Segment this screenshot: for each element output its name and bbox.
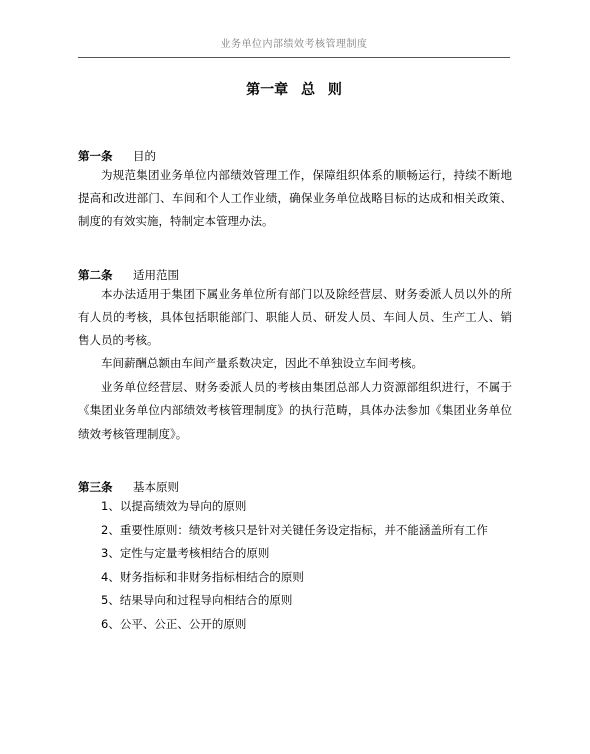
- article-heading: [78, 479, 512, 495]
- article-heading: [78, 267, 512, 283]
- list-item: 4、财务指标和非财务指标相结合的原则: [101, 569, 304, 584]
- list-item: 1、以提高绩效为导向的原则: [101, 499, 247, 513]
- article-title: 适用范围: [133, 268, 179, 282]
- article-title: 目的: [133, 149, 156, 163]
- paragraph: 业务单位经营层、财务委派人员的考核由集团总部人力资源部组织进行，不属于《集团业务单位内部绩效考核管理制度》的执行范畴，具体办法参加《集团业务单位绩效考核管理制度》。: [78, 379, 512, 441]
- article-number: 第二条: [78, 268, 113, 282]
- list-item: 2、重要性原则：绩效考核只是针对关键任务设定指标，并不能涵盖所有工作: [101, 522, 488, 537]
- principles-list: [78, 495, 512, 636]
- article-number: 第一条: [78, 149, 113, 163]
- running-header: 业务单位内部绩效考核管理制度: [220, 39, 368, 50]
- chapter-title: 第一章 总 则: [246, 82, 342, 98]
- article-3: [78, 479, 512, 636]
- list-item: 5、结果导向和过程导向相结合的原则: [101, 593, 293, 607]
- header-rule: [78, 57, 510, 58]
- article-1: [78, 148, 512, 233]
- list-item: 6、公平、公正、公开的原则: [101, 616, 247, 631]
- paragraph: 为规范集团业务单位内部绩效管理工作，保障组织体系的顺畅运行，持续不断地提高和改进部门、车间和个人工作业绩，确保业务单位战略目标的达成和相关政策、制度的有效实施，特制定本管理办法。: [78, 168, 512, 228]
- article-heading: [78, 148, 512, 164]
- article-title: 基本原则: [133, 480, 179, 494]
- list-item: 3、定性与定量考核相结合的原则: [101, 546, 270, 560]
- paragraph: 本办法适用于集团下属业务单位所有部门以及除经营层、财务委派人员以外的所有人员的考核，具体包括职能部门、职能人员、研发人员、车间人员、生产工人、销售人员的考核。: [78, 287, 512, 347]
- article-number: 第三条: [78, 480, 113, 494]
- article-2: [78, 267, 512, 446]
- paragraph: 车间薪酬总额由车间产量系数决定，因此不单独设立车间考核。: [101, 356, 423, 370]
